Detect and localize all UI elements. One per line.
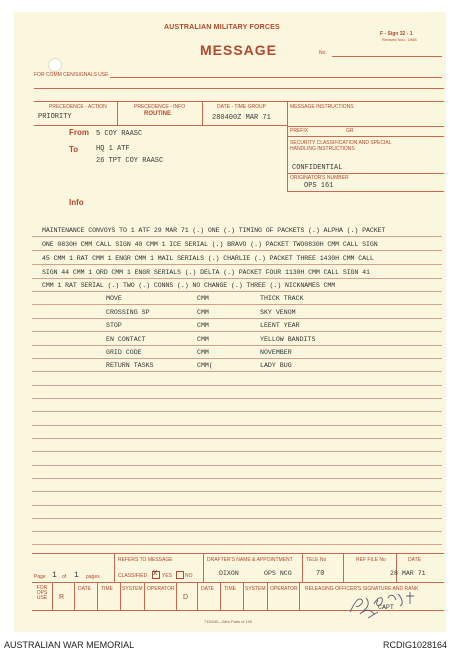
originator-value: OPS 161 xyxy=(304,182,334,190)
precedence-action-value: PRIORITY xyxy=(38,113,72,121)
d-system-col: SYSTEM xyxy=(245,586,266,592)
ops-use-label: FOR OPS USE xyxy=(36,585,48,601)
officer-rank: CAPT xyxy=(378,604,394,611)
r-label: R xyxy=(59,594,65,601)
code-sep-6: CMM( xyxy=(197,362,213,369)
precedence-info-value: ROUTINE xyxy=(144,111,171,117)
instructions-label: MESSAGE INSTRUCTIONS xyxy=(290,104,354,110)
from-value: 5 COY RAASC xyxy=(96,130,143,138)
code-term-4: EN CONTACT xyxy=(106,336,146,343)
ref-file-label: REF FILE No xyxy=(356,557,386,563)
code-nick-5: NOVEMBER xyxy=(260,349,292,356)
message-no-label: No. xyxy=(319,50,327,56)
drafter-appt: OPS NCO xyxy=(264,570,292,577)
officer-signature xyxy=(344,584,434,622)
precedence-info-label: PRECEDENCE - INFO xyxy=(134,104,186,110)
dtg-label: DATE - TIME GROUP xyxy=(217,104,266,110)
releasing-label: RELEASING OFFICER'S SIGNATURE AND RANK xyxy=(305,586,419,592)
drafter-label: DRAFTER'S NAME & APPOINTMENT xyxy=(207,557,293,563)
yes-label: YES xyxy=(162,573,173,579)
r-operator-col: OPERATOR xyxy=(147,586,175,592)
code-nick-2: SKY VENOM xyxy=(260,309,296,316)
code-sep-2: CMM xyxy=(197,309,209,316)
code-sep-3: CMM xyxy=(197,322,209,329)
to-value-1: HQ 1 ATF xyxy=(96,145,130,153)
d-date-col: DATE xyxy=(201,586,214,592)
to-label: To xyxy=(69,145,79,154)
form-revised: Revised Nov., 1968 xyxy=(382,37,417,42)
to-value-2: 26 TPT COY RAASC xyxy=(96,157,164,165)
d-label: D xyxy=(183,594,189,601)
dtg-value: 280400Z MAR 71 xyxy=(212,114,271,122)
form-number: F - Sign 32 - 1 xyxy=(380,31,413,37)
code-sep-5: CMM xyxy=(197,349,209,356)
message-line-2: ONE 0830H CMM CALL SIGN 40 CMM 1 ICE SERIAL (.) BRAVO (.) PACKET TWO0830H CMM CALL SIGN xyxy=(42,241,378,248)
org-name: AUSTRALIAN MILITARY FORCES xyxy=(164,24,280,31)
comm-cen-label: FOR COMM CEN/SIGNALS USE xyxy=(34,72,109,78)
d-time-col: TIME xyxy=(224,586,236,592)
d-operator-col: OPERATOR xyxy=(270,586,298,592)
print-code: 71D540—28m Pads of 100 xyxy=(204,619,253,624)
tele-value: 70 xyxy=(316,570,325,578)
r-date-col: DATE xyxy=(78,586,91,592)
of-label: of xyxy=(62,574,67,580)
message-form xyxy=(14,12,446,632)
precedence-action-label: PRECEDENCE - ACTION xyxy=(49,104,107,110)
code-nick-6: LADY BUG xyxy=(260,362,292,369)
code-term-6: RETURN TASKS xyxy=(106,362,154,369)
from-label: From xyxy=(69,128,89,137)
refers-label: REFERS TO MESSAGE xyxy=(118,557,173,563)
r-system-col: SYSTEM xyxy=(122,586,143,592)
info-label: Info xyxy=(69,198,84,207)
r-time-col: TIME xyxy=(101,586,113,592)
message-line-5: CMM 1 RAT SERIAL (.) TWO (.) CONNS (.) NO CHANGE (.) THREE (.) NICKNAMES CMM xyxy=(42,282,336,289)
security-value: CONFIDENTIAL xyxy=(292,164,343,172)
code-term-1: MOVE xyxy=(106,295,122,302)
page-number: 1 xyxy=(52,571,57,580)
message-line-1: MAINTENANCE CONVOYS TO 1 ATF 29 MAR 71 (.) ONE (.) TIMING OF PACKETS (.) ALPHA (.) PACKET xyxy=(42,227,386,234)
date-value: 28 MAR 71 xyxy=(390,570,426,577)
date-label: DATE xyxy=(408,557,421,563)
code-sep-4: CMM xyxy=(197,336,209,343)
message-line-3: 45 CMM 1 RAT CMM 1 ENGR CMM 1 MAIL SERIALS (.) CHARLIE (.) PACKET THREE 1430H CMM CALL xyxy=(42,255,374,262)
code-nick-4: YELLOW BANDITS xyxy=(260,336,316,343)
code-term-5: GRID CODE xyxy=(106,349,142,356)
form-title: MESSAGE xyxy=(200,42,278,58)
classified-label: CLASSIFIED xyxy=(118,573,148,579)
archive-caption-left: AUSTRALIAN WAR MEMORIAL xyxy=(4,640,135,650)
punch-hole xyxy=(48,58,62,72)
page-label: Page xyxy=(34,574,46,580)
code-term-2: CROSSING SP xyxy=(106,309,150,316)
gr-label: GR xyxy=(346,128,354,134)
no-label: NO xyxy=(185,573,193,579)
archive-caption-right: RCDIG1028164 xyxy=(383,640,448,650)
classified-mark: X xyxy=(153,570,158,578)
originator-label: ORIGINATOR'S NUMBER xyxy=(290,175,349,181)
security-label: SECURITY CLASSIFICATION AND SPECIAL HANDLING INSTRUCTIONS xyxy=(290,140,392,152)
prefix-label: PREFIX xyxy=(290,128,309,134)
drafter-name: DIXON xyxy=(219,570,239,577)
code-sep-1: CMM xyxy=(197,295,209,302)
code-term-3: STOP xyxy=(106,322,122,329)
tele-label: TELE No xyxy=(306,557,327,563)
pages-number: 1 xyxy=(74,571,79,580)
classified-no-checkbox[interactable] xyxy=(176,571,184,579)
code-nick-3: LEENT YEAR xyxy=(260,322,300,329)
message-line-4: SIGN 44 CMM 1 ORD CMM 1 ENGR SERIALS (.) DELTA (.) PACKET FOUR 1130H CMM CALL SIGN 41 xyxy=(42,269,370,276)
pages-label: pages xyxy=(86,574,100,580)
code-nick-1: THICK TRACK xyxy=(260,295,304,302)
